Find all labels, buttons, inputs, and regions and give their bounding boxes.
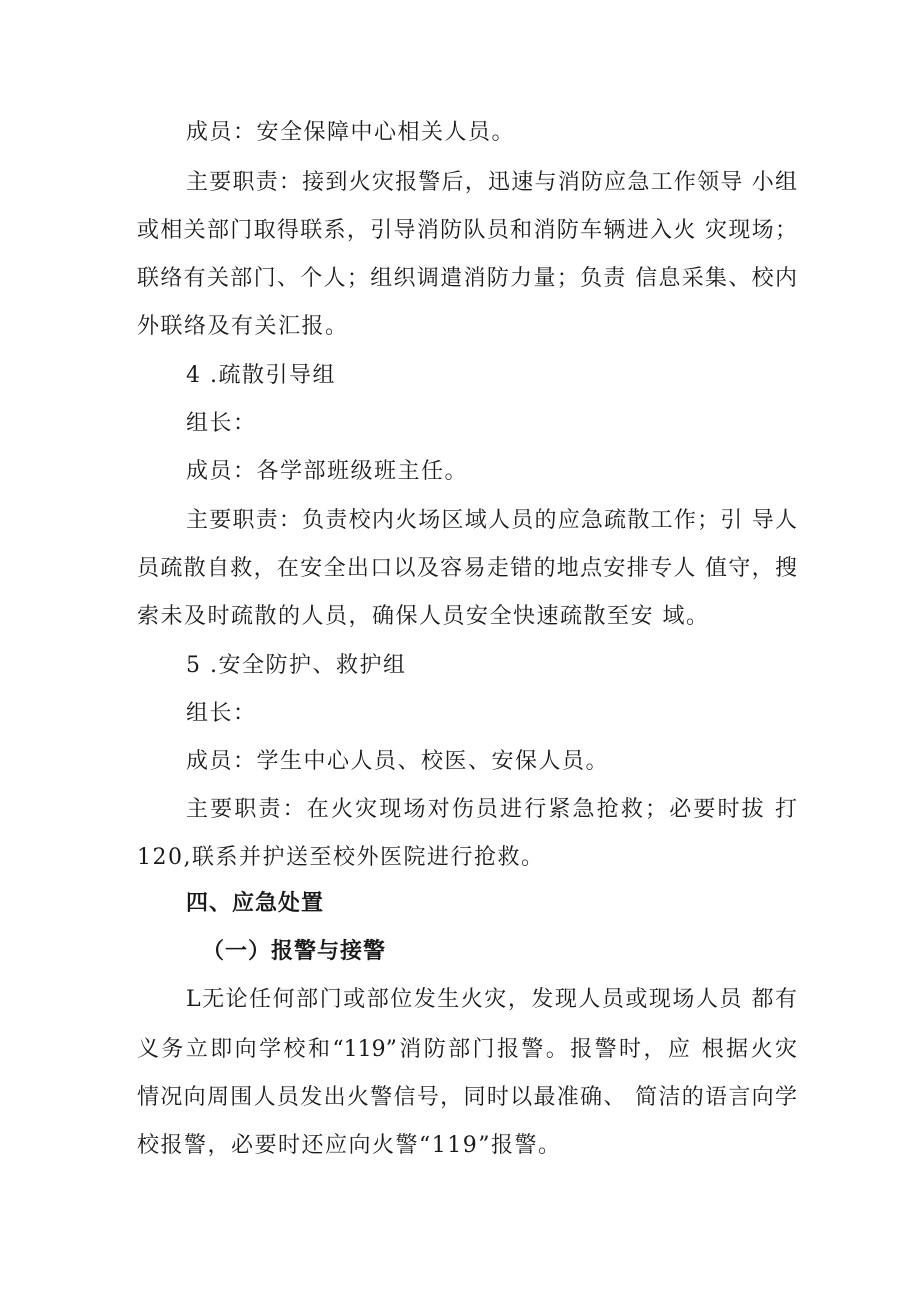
paragraph-line: 义务立即向学校和“119”消防部门报警。报警时，应 根据火灾 [137, 1037, 797, 1062]
paragraph-line: 员疏散自救，在安全出口以及容易走错的地点安排专人 值守，搜 [137, 556, 797, 581]
section-heading: 4 .疏散引导组 [186, 363, 336, 388]
paragraph-line: 联络有关部门、个人；组织调遣消防力量；负责 信息采集、校内 [137, 266, 797, 291]
subsection-heading: （一）报警与接警 [202, 939, 387, 964]
paragraph-line: 校报警，必要时还应向火警“119”报警。 [137, 1133, 562, 1158]
paragraph-line: 组长： [186, 411, 257, 436]
section-heading: 5 .安全防护、救护组 [186, 653, 407, 678]
paragraph-line: 主要职责：在火灾现场对伤员进行紧急抢救；必要时拔 打 [186, 797, 797, 822]
paragraph-line: 外联络及有关汇报。 [137, 314, 349, 339]
paragraph-line: 组长： [186, 701, 257, 726]
paragraph-line: 或相关部门取得联系，引导消防队员和消防车辆进入火 灾现场； [137, 218, 797, 243]
paragraph-line: 成员：各学部班级班主任。 [186, 459, 469, 484]
paragraph-line: L无论任何部门或部位发生火灾，发现人员或现场人员 都有 [186, 987, 797, 1012]
paragraph-line: 索未及时疏散的人员，确保人员安全快速疏散至安 域。 [137, 604, 710, 629]
paragraph-line: 120,联系并护送至校外医院进行抢救。 [137, 845, 545, 870]
paragraph-line: 成员：安全保障中心相关人员。 [186, 120, 516, 145]
paragraph-line: 主要职责：负责校内火场区域人员的应急疏散工作；引 导人 [186, 508, 797, 533]
chapter-heading: 四、应急处置 [186, 891, 325, 916]
paragraph-line: 成员：学生中心人员、校医、安保人员。 [186, 749, 610, 774]
paragraph-line: 主要职责：接到火灾报警后，迅速与消防应急工作领导 小组 [186, 170, 797, 195]
paragraph-line: 情况向周围人员发出火警信号，同时以最准确、 简洁的语言向学 [137, 1085, 797, 1110]
